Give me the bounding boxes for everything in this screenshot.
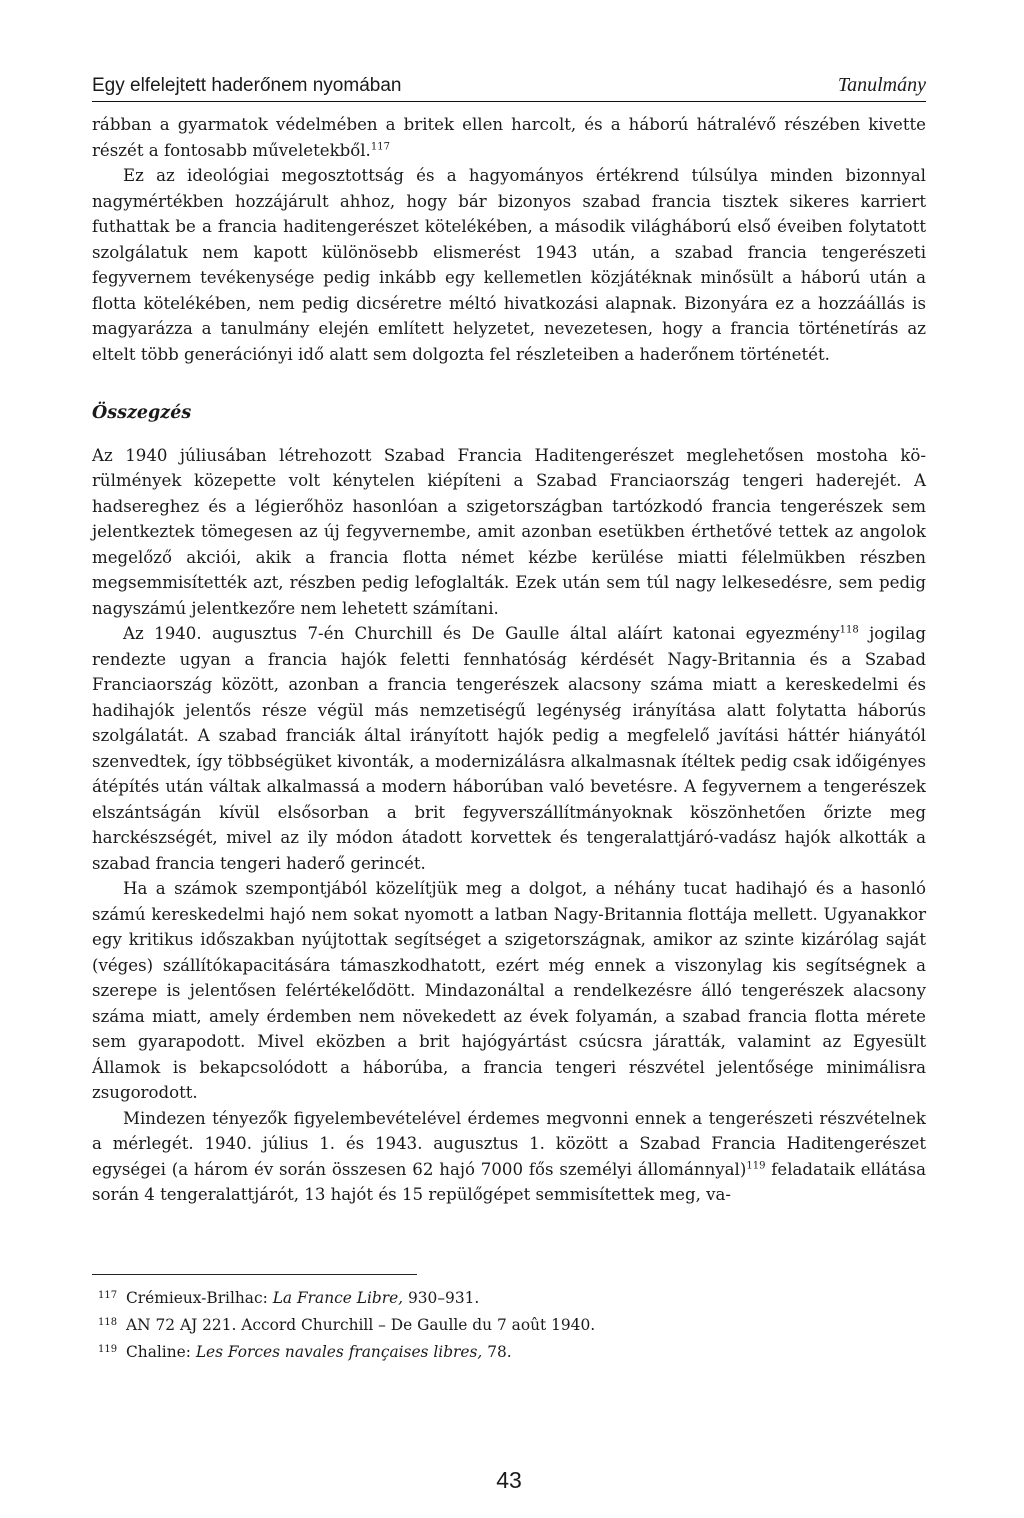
section-heading: Összegzés	[92, 403, 192, 423]
paragraph-text: Az 1940 júliusában létrehozott Szabad Francia Haditengerészet meglehetősen mostoha körülmények közepette volt kénytelen kiépíteni a Szabad Franciaország tengeri haderejét. A hadsereghez és a légierőhöz hasonlóan a szigetországban tartózkodó francia tengerészek sem jelentkeztek tömegesen az új fegyvernembe, amit azonban esetükben érthetővé tettek az angolok megelőző akciói, akik a francia flotta német kézbe kerülése miatti félelmükben részben megsemmisítették azt, részben pedig lefoglalták. Ezek után sem túl nagy lelkesedésre, sem pedig nagyszámú jelentkezőre nem lehetett számítani.	[92, 445, 926, 618]
footnote-author: Chaline:	[126, 1343, 196, 1361]
footnote-ref: 118	[839, 624, 859, 636]
footnote-number: 117	[98, 1290, 118, 1301]
paragraph-text: Mindezen tényezők figyelembevételével érdemes megvonni ennek a tengerészeti részvételnek a mérlegét. 1940. július 1. és 1943. augusztus 1. között a Szabad Francia Haditengerészet egységei (a három év során összesen 62 hajó 7000 fős személyi állománnyal)	[92, 1108, 926, 1179]
footnotes	[92, 1286, 926, 1367]
footnote-author: Crémieux-Brilhac:	[126, 1289, 273, 1307]
footnote	[92, 1286, 926, 1313]
paragraph-text: feladataik ellátása során 4 tengeralattjárót, 13 hajót és 15 repülőgépet semmisítettek meg, va-	[92, 1159, 926, 1204]
paragraph-text: rábban a gyarmatok védelmében a britek ellen harcolt, és a háború hátralévő részében kivette részét a fontosabb műveletekből.	[92, 115, 926, 160]
footnote-number: 118	[98, 1317, 118, 1328]
footnote-title: Les Forces navales françaises libres,	[195, 1343, 483, 1361]
paragraph	[92, 443, 926, 622]
footnote-pages: 78.	[482, 1343, 512, 1361]
page	[92, 74, 926, 1493]
footnote-ref: 119	[746, 1159, 766, 1171]
running-header	[92, 74, 926, 102]
footnote-text	[126, 1286, 479, 1311]
footnote-title: La France Libre,	[272, 1289, 404, 1307]
paragraph-text: Ez az ideológiai megosztottság és a hagyományos értékrend túlsúlya minden bizonnyal nagymértékben hozzájárult ahhoz, hogy bár bizonyos szabad francia tisztek sikeres karriert futhattak be a francia haditengerészet kötelékében, a második világháború első éveiben folytatott szolgálatuk nem kapott különösebb elismerést 1943 után, a szabad francia tengerészeti fegyvernem tevékenysége pedig inkább egy kellemetlen közjátéknak minősült a háború után a flotta kötelékében, nem pedig dicséretre méltó hivatkozási alapnak. Bizonyára ez a hozzáállás is magyarázza a tanulmány elején említett helyzetet, nevezetesen, hogy a francia történetírás az eltelt több generációnyi idő alatt sem dolgozta fel részleteiben a haderőnem történetét.	[92, 166, 926, 364]
footnote-text	[126, 1340, 512, 1365]
running-header-section: Tanulmány	[837, 74, 926, 96]
paragraph	[92, 621, 926, 876]
footnote-source: AN 72 AJ 221. Accord Churchill – De Gaulle du 7 août 1940.	[126, 1316, 596, 1334]
footnote	[92, 1313, 926, 1340]
paragraph	[92, 1106, 926, 1208]
body-text	[92, 112, 926, 1208]
paragraph-text: jogilag rendezte ugyan a francia hajók feletti fennhatóság kérdését Nagy-Britannia és a Szabad Franciaország között, azonban a francia tengerészek alacsony száma miatt a kereskedelmi és hadihajók jelentős része végül más nemzetiségű legénység irányítása alatt folytatta háborús szolgálatát. A szabad franciák által irányított hajók pedig a megfelelő javítási háttér hiányától szenvedtek, így többségüket kivonták, a modernizálásra alkalmasnak ítéltek pedig csak időigényes átépítés után váltak alkalmassá a modern háborúban való bevetésre. A fegyvernem a tengerészek elszántságán kívül elsősorban a brit fegyverszállítmányoknak köszönhetően őrizte meg harckészségét, mivel az ily módon átadott korvettek és tengeralattjáró-vadász hajók alkották a szabad francia tengeri haderő gerincét.	[92, 624, 926, 873]
footnote-ref: 117	[370, 140, 390, 152]
footnote-separator	[92, 1274, 417, 1275]
paragraph-text: Ha a számok szempontjából közelítjük meg a dolgot, a néhány tucat hadihajó és a hasonló számú kereskedelmi hajó nem sokat nyomott a latban Nagy-Britannia flottája mellett. Ugyanakkor egy kritikus időszakban nyújtottak segítséget a szigetországnak, amikor az szinte kizárólag saját (véges) szállítókapacitására támaszkodhatott, ezért még ennek a viszonylag kis segítségnek a szerepe is jelentősen felértékelődött. Mindazonáltal a rendelkezésre álló tengerészek alacsony száma miatt, amely érdemben nem növekedett az évek folyamán, a szabad francia flotta mérete sem gyarapodott. Mivel eközben a brit hajógyártást csúcsra járatták, valamint az Egyesült Államok is bekapcsolódott a háborúba, a francia tengeri részvétel jelentősége minimálisra zsugorodott.	[92, 879, 926, 1102]
paragraph	[92, 112, 926, 163]
running-header-title: Egy elfelejtett haderőnem nyomában	[92, 75, 402, 96]
footnote-number: 119	[98, 1344, 118, 1355]
footnote-text	[126, 1313, 595, 1338]
paragraph	[92, 163, 926, 367]
footnote	[92, 1340, 926, 1367]
paragraph	[92, 876, 926, 1106]
page-number: 43	[496, 1467, 522, 1493]
paragraph-text: Az 1940. augusztus 7-én Churchill és De Gaulle által aláírt katonai egyezmény	[123, 624, 840, 643]
footnote-pages: 930–931.	[403, 1289, 480, 1307]
